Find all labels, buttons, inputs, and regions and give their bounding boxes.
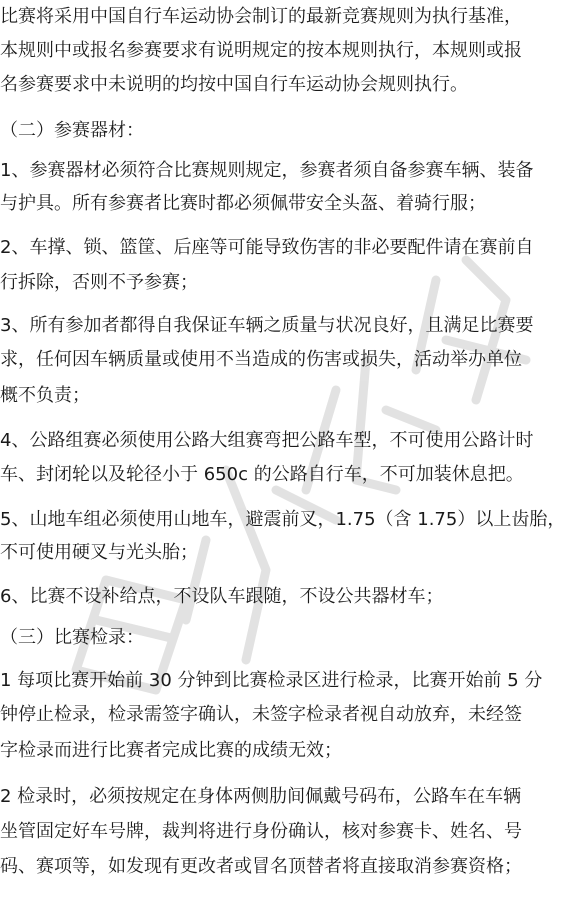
text-line: 行拆除，否则不予参赛； [0,272,198,293]
text-line: 名参赛要求中未说明的均按中国自行车运动协会规则执行。 [0,74,468,95]
section-heading: （三）比赛检录： [0,627,144,648]
text-line: 求，任何因车辆质量或使用不当造成的伤害或损失，活动举办单位 [0,349,522,370]
text-line: 本规则中或报名参赛要求有说明规定的按本规则执行，本规则或报 [0,40,522,61]
text-line: 比赛将采用中国自行车运动协会制订的最新竞赛规则为执行基准， [0,6,522,27]
text-line: 1、参赛器材必须符合比赛规则规定，参赛者须自备参赛车辆、装备 [0,160,534,181]
text-line: 3、所有参加者都得自我保证车辆之质量与状况良好，且满足比赛要 [0,315,534,336]
text-line: 概不负责； [0,385,90,406]
text-line: 6、比赛不设补给点，不设队车跟随，不设公共器材车； [0,586,444,607]
text-line: 不可使用硬叉与光头胎； [0,542,198,563]
text-line: 字检录而进行比赛者完成比赛的成绩无效； [0,740,342,761]
text-line: 1 每项比赛开始前 30 分钟到比赛检录区进行检录，比赛开始前 5 分 [0,670,543,691]
text-line: 码、赛项等，如发现有更改者或冒名顶替者将直接取消参赛资格； [0,856,522,877]
text-line: 与护具。所有参赛者比赛时都必须佩带安全头盔、着骑行服； [0,193,486,214]
text-line: 钟停止检录，检录需签字确认，未签字检录者视自动放弃，未经签 [0,704,522,725]
text-line: 2、车撑、锁、篮筐、后座等可能导致伤害的非必要配件请在赛前自 [0,237,534,258]
text-line: 车、封闭轮以及轮径小于 650c 的公路自行车，不可加装休息把。 [0,464,524,485]
text-line: 5、山地车组必须使用山地车，避震前叉，1.75（含 1.75）以上齿胎， [0,509,566,530]
text-line: 坐管固定好车号牌，裁判将进行身份确认，核对参赛卡、姓名、号 [0,821,522,842]
text-line: 2 检录时，必须按规定在身体两侧肋间佩戴号码布，公路车在车辆 [0,786,522,807]
text-line: 4、公路组赛必须使用公路大组赛弯把公路车型，不可使用公路计时 [0,430,534,451]
section-heading: （二）参赛器材： [0,120,144,141]
